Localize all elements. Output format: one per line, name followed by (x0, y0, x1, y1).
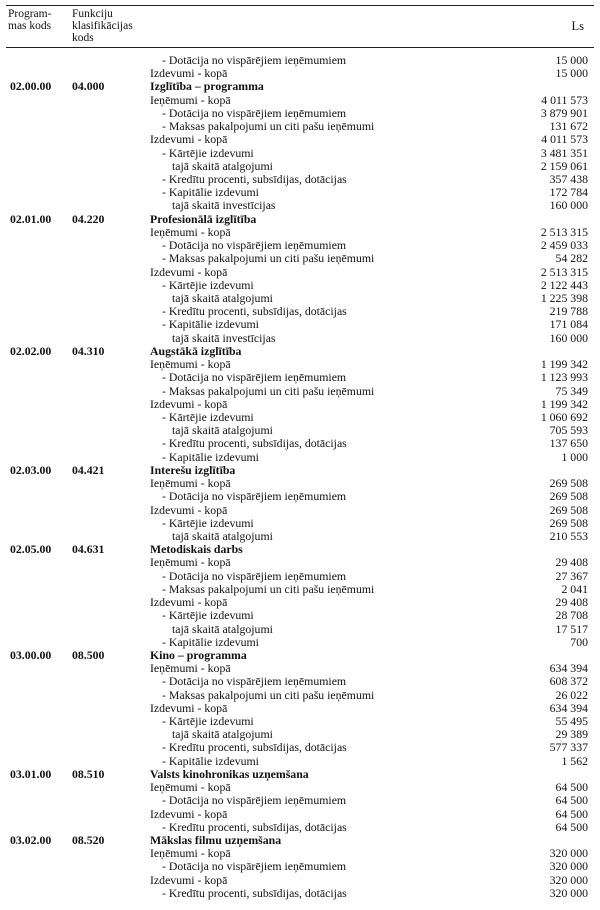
row-amount: 64 500 (555, 819, 588, 834)
row-label: Izdevumi - kopā (150, 502, 228, 517)
row-amount: 4 011 573 (541, 132, 588, 147)
budget-row (0, 385, 600, 398)
row-amount: 29 408 (555, 595, 588, 609)
row-label: - Kredītu procenti, subsīdijas, dotācijas (162, 436, 347, 451)
header-rule (6, 47, 594, 48)
budget-row (0, 67, 600, 80)
budget-row (0, 120, 600, 133)
row-amount: 1 562 (561, 753, 588, 768)
row-label: - Kārtējie izdevumi (162, 608, 254, 623)
row-amount: 577 337 (549, 740, 588, 755)
function-code: 04.220 (72, 211, 105, 226)
program-code: 03.00.00 (10, 647, 52, 662)
budget-row (0, 371, 600, 384)
budget-row (0, 477, 600, 490)
budget-row (0, 266, 600, 279)
budget-row (0, 847, 600, 860)
row-label: - Maksas pakalpojumi un citi pašu ieņēmumi (162, 383, 375, 398)
budget-row (0, 887, 600, 900)
row-amount: 2 041 (561, 581, 588, 596)
row-amount: 700 (570, 634, 588, 649)
row-amount: 269 508 (549, 515, 588, 530)
budget-row (0, 596, 600, 609)
section-title: Izglītība – programma (150, 79, 264, 94)
budget-row (0, 715, 600, 728)
row-amount: 29 389 (555, 727, 588, 742)
row-label: tajā skaitā investīcijas (172, 330, 276, 345)
row-label: Izdevumi - kopā (150, 396, 228, 411)
row-amount: 1 060 692 (540, 409, 588, 424)
row-amount: 27 367 (555, 568, 588, 583)
row-amount: 160 000 (549, 198, 588, 213)
header-program-code-line1: Program- (8, 8, 52, 20)
row-amount: 634 394 (549, 700, 588, 715)
header-function-code-line1: Funkciju (72, 8, 113, 20)
program-code: 03.02.00 (10, 833, 52, 847)
row-amount: 1 123 993 (540, 370, 588, 385)
row-amount: 2 159 061 (540, 158, 588, 173)
budget-row (0, 662, 600, 675)
row-label: - Maksas pakalpojumi un citi pašu ieņēmumi (162, 581, 375, 596)
row-amount: 171 084 (549, 317, 588, 332)
budget-row (0, 517, 600, 530)
budget-row (0, 133, 600, 146)
section-title: Valsts kinohronikas uzņemšana (150, 766, 309, 781)
row-amount: 634 394 (549, 661, 588, 676)
row-amount: 269 508 (549, 502, 588, 517)
budget-row (0, 609, 600, 622)
section-heading-row (0, 834, 600, 847)
budget-row (0, 358, 600, 371)
row-label: Izdevumi - kopā (150, 264, 228, 279)
row-label: Ieņēmumi - kopā (150, 92, 231, 107)
budget-row (0, 424, 600, 437)
budget-row (0, 173, 600, 186)
row-label: tajā skaitā atalgojumi (172, 621, 273, 636)
budget-row (0, 451, 600, 464)
function-code: 08.500 (72, 647, 105, 662)
row-amount: 26 022 (555, 687, 588, 702)
budget-row (0, 160, 600, 173)
row-label: - Dotācija no vispārējiem ieņēmumiem (162, 674, 347, 689)
row-label: tajā skaitā atalgojumi (172, 158, 273, 173)
row-label: - Kapitālie izdevumi (162, 449, 259, 464)
row-label: Ieņēmumi - kopā (150, 224, 231, 239)
row-amount: 15 000 (555, 66, 588, 81)
budget-row (0, 239, 600, 252)
row-label: Ieņēmumi - kopā (150, 357, 231, 372)
row-amount: 29 408 (555, 555, 588, 570)
row-label: - Dotācija no vispārējiem ieņēmumiem (162, 568, 347, 583)
budget-row (0, 107, 600, 120)
budget-row (0, 530, 600, 543)
budget-row (0, 821, 600, 834)
section-heading-row (0, 80, 600, 93)
row-label: Izdevumi - kopā (150, 595, 228, 609)
section-title: Metodiskais darbs (150, 542, 243, 557)
section-title: Mākslas filmu uzņemšana (150, 833, 282, 847)
row-amount: 28 708 (555, 608, 588, 623)
section-heading-row (0, 543, 600, 556)
budget-row (0, 398, 600, 411)
header-function-code (72, 8, 133, 44)
program-code: 02.05.00 (10, 542, 52, 557)
row-label: Ieņēmumi - kopā (150, 780, 231, 795)
budget-row (0, 332, 600, 345)
budget-row (0, 636, 600, 649)
row-amount: 1 000 (561, 449, 588, 464)
row-label: - Dotācija no vispārējiem ieņēmumiem (162, 859, 347, 874)
budget-row (0, 741, 600, 754)
budget-row (0, 570, 600, 583)
program-code: 02.02.00 (10, 343, 52, 358)
budget-row (0, 556, 600, 569)
row-amount: 2 513 315 (540, 224, 588, 239)
row-label: Izdevumi - kopā (150, 132, 228, 147)
row-label: - Maksas pakalpojumi un citi pašu ieņēmumi (162, 251, 375, 266)
row-amount: 1 199 342 (540, 357, 588, 372)
row-amount: 17 517 (555, 621, 588, 636)
row-amount: 219 788 (549, 304, 588, 319)
row-amount: 320 000 (549, 885, 588, 900)
row-amount: 608 372 (549, 674, 588, 689)
budget-row (0, 860, 600, 873)
section-heading-row (0, 464, 600, 477)
budget-row (0, 226, 600, 239)
budget-row (0, 689, 600, 702)
row-label: Izdevumi - kopā (150, 872, 228, 887)
budget-row (0, 54, 600, 67)
row-label: - Dotācija no vispārējiem ieņēmumiem (162, 105, 347, 120)
program-code: 02.03.00 (10, 462, 52, 477)
row-label: - Kārtējie izdevumi (162, 515, 254, 530)
row-amount: 64 500 (555, 780, 588, 795)
row-amount: 269 508 (549, 476, 588, 490)
budget-row (0, 781, 600, 794)
row-amount: 2 122 443 (540, 277, 588, 292)
section-title: Kino – programma (150, 647, 247, 662)
header-program-code (8, 8, 51, 32)
budget-row (0, 305, 600, 318)
budget-row (0, 252, 600, 265)
budget-row (0, 279, 600, 292)
section-heading-row (0, 649, 600, 662)
row-label: - Kārtējie izdevumi (162, 145, 254, 160)
budget-row (0, 755, 600, 768)
budget-row (0, 794, 600, 807)
row-label: - Kapitālie izdevumi (162, 185, 259, 200)
function-code: 08.510 (72, 766, 105, 781)
budget-row (0, 94, 600, 107)
row-label: tajā skaitā atalgojumi (172, 291, 273, 305)
budget-row (0, 147, 600, 160)
row-label: - Maksas pakalpojumi un citi pašu ieņēmumi (162, 119, 375, 134)
row-amount: 172 784 (549, 185, 588, 200)
row-label: Ieņēmumi - kopā (150, 846, 231, 861)
row-label: - Dotācija no vispārējiem ieņēmumiem (162, 489, 347, 504)
row-label: - Kapitālie izdevumi (162, 634, 259, 649)
header-currency: Ls (571, 19, 584, 33)
row-label: - Kārtējie izdevumi (162, 714, 254, 728)
budget-row (0, 199, 600, 212)
program-code: 02.01.00 (10, 211, 52, 226)
row-amount: 3 481 351 (540, 145, 588, 160)
row-amount: 210 553 (549, 528, 588, 543)
row-label: - Dotācija no vispārējiem ieņēmumiem (162, 793, 347, 808)
row-amount: 64 500 (555, 793, 588, 808)
section-heading-row (0, 768, 600, 781)
function-code: 04.631 (72, 542, 105, 557)
row-amount: 269 508 (549, 489, 588, 504)
row-amount: 55 495 (555, 714, 588, 728)
row-amount: 131 672 (549, 119, 588, 134)
row-label: tajā skaitā atalgojumi (172, 528, 273, 543)
section-heading-row (0, 345, 600, 358)
budget-row (0, 583, 600, 596)
row-amount: 54 282 (555, 251, 588, 266)
header-program-code-line2: mas kods (8, 20, 52, 32)
row-label: - Dotācija no vispārējiem ieņēmumiem (162, 370, 347, 385)
row-amount: 1 225 398 (540, 291, 588, 305)
header-function-code-line3: kods (72, 32, 94, 44)
row-amount: 320 000 (549, 846, 588, 861)
row-label: Ieņēmumi - kopā (150, 555, 231, 570)
budget-row (0, 490, 600, 503)
row-label: Izdevumi - kopā (150, 806, 228, 821)
row-label: tajā skaitā investīcijas (172, 198, 276, 213)
row-label: - Kārtējie izdevumi (162, 277, 254, 292)
top-rule (6, 5, 594, 6)
row-label: - Kredītu procenti, subsīdijas, dotācijas (162, 740, 347, 755)
row-label: - Kredītu procenti, subsīdijas, dotācijas (162, 819, 347, 834)
function-code: 04.310 (72, 343, 105, 358)
budget-row (0, 186, 600, 199)
section-title: Augstākā izglītība (150, 343, 242, 358)
function-code: 04.421 (72, 462, 105, 477)
row-amount: 705 593 (549, 423, 588, 438)
program-code: 03.01.00 (10, 766, 52, 781)
budget-row (0, 728, 600, 741)
budget-row (0, 874, 600, 887)
budget-row (0, 623, 600, 636)
row-label: - Maksas pakalpojumi un citi pašu ieņēmumi (162, 687, 375, 702)
row-label: - Kredītu procenti, subsīdijas, dotācijas (162, 885, 347, 900)
row-label: - Dotācija no vispārējiem ieņēmumiem (162, 53, 347, 67)
row-label: Izdevumi - kopā (150, 700, 228, 715)
budget-row (0, 675, 600, 688)
row-label: - Kredītu procenti, subsīdijas, dotācijas (162, 304, 347, 319)
row-amount: 160 000 (549, 330, 588, 345)
header-function-code-line2: klasifikācijas (72, 20, 133, 32)
row-amount: 320 000 (549, 872, 588, 887)
row-label: Izdevumi - kopā (150, 66, 228, 81)
section-title: Interešu izglītība (150, 462, 236, 477)
row-amount: 1 199 342 (540, 396, 588, 411)
row-label: - Kredītu procenti, subsīdijas, dotācijas (162, 172, 347, 186)
row-amount: 64 500 (555, 806, 588, 821)
section-heading-row (0, 213, 600, 226)
row-amount: 2 513 315 (540, 264, 588, 279)
row-amount: 137 650 (549, 436, 588, 451)
budget-row (0, 702, 600, 715)
budget-row (0, 411, 600, 424)
row-amount: 75 349 (555, 383, 588, 398)
row-amount: 2 459 033 (540, 238, 588, 253)
budget-row (0, 808, 600, 821)
row-amount: 4 011 573 (541, 92, 588, 107)
row-label: tajā skaitā atalgojumi (172, 423, 273, 438)
row-amount: 320 000 (549, 859, 588, 874)
budget-row (0, 318, 600, 331)
budget-row (0, 437, 600, 450)
row-amount: 357 438 (549, 172, 588, 186)
function-code: 04.000 (72, 79, 105, 94)
function-code: 08.520 (72, 833, 105, 847)
row-label: - Kapitālie izdevumi (162, 753, 259, 768)
budget-row (0, 504, 600, 517)
row-label: Ieņēmumi - kopā (150, 661, 231, 676)
row-amount: 3 879 901 (540, 105, 588, 120)
row-label: tajā skaitā atalgojumi (172, 727, 273, 742)
row-label: - Kārtējie izdevumi (162, 409, 254, 424)
section-title: Profesionālā izglītība (150, 211, 257, 226)
program-code: 02.00.00 (10, 79, 52, 94)
row-label: - Dotācija no vispārējiem ieņēmumiem (162, 238, 347, 253)
row-label: Ieņēmumi - kopā (150, 476, 231, 490)
row-label: - Kapitālie izdevumi (162, 317, 259, 332)
row-amount: 15 000 (555, 53, 588, 67)
